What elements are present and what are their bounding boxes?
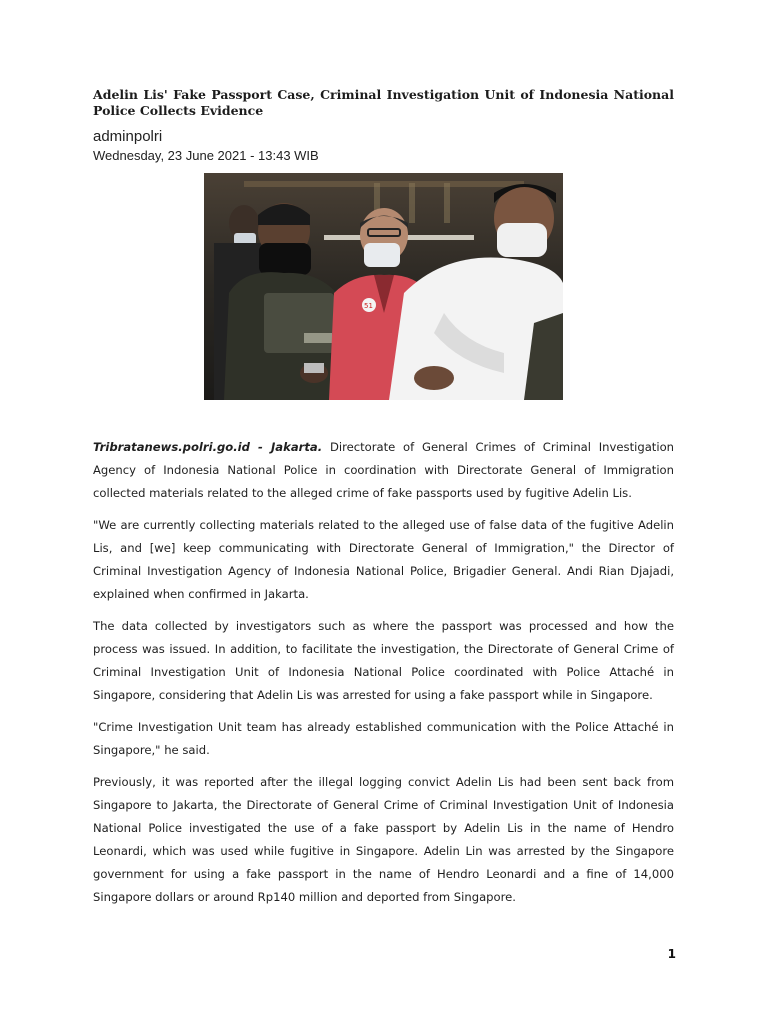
article-author: adminpolri (93, 128, 163, 145)
paragraph (93, 436, 674, 505)
paragraph: "Crime Investigation Unit team has already established communication with the Police Attaché in Singapore," he said. (93, 720, 674, 757)
paragraph: "We are currently collecting materials related to the alleged use of false data of the fugitive Adelin Lis, and [we] keep communicating with Directorate General of Immigration," the Director of Criminal Investigation Agency of Indonesia National Police, Brigadier General. Andi Rian Djajadi, explained when confirmed in Jakarta. (93, 518, 674, 601)
lead-source: Tribratanews.polri.go.id - Jakarta. (93, 440, 323, 454)
paragraph: Previously, it was reported after the illegal logging convict Adelin Lis had been sent back from Singapore to Jakarta, the Directorate of General Crime of Criminal Investigation Unit of Indonesia National Police investigated the use of a fake passport by Adelin Lis in the name of Hendro Leonardi, which was used while fugitive in Singapore. Adelin Lin was arrested by the Singapore government for using a fake passport in the name of Hendro Leonardi and a fine of 14,000 Singapore dollars or around Rp140 million and deported from Singapore. (93, 775, 674, 904)
paragraph-text: Directorate of General Crimes of Criminal Investigation Agency of Indonesia National Police in coordination with Directorate General of Immigration collected materials related to the alleged crime of fake passports used by fugitive Adelin Lis. (93, 440, 675, 500)
news-photo (204, 173, 563, 400)
article-body (93, 436, 674, 918)
page-number: 1 (667, 947, 676, 961)
paragraph: The data collected by investigators such as where the passport was processed and how the process was issued. In addition, to facilitate the investigation, the Directorate of General Crime of Criminal Investigation Unit of Indonesia National Police coordinated with Police Attaché in Singapore, considering that Adelin Lis was arrested for using a fake passport while in Singapore. (93, 619, 674, 702)
article-date: Wednesday, 23 June 2021 - 13:43 WIB (93, 148, 319, 163)
vest-number: 51 (364, 302, 373, 310)
article-title: Adelin Lis' Fake Passport Case, Criminal Investigation Unit of Indonesia National Police Collects Evidence (93, 87, 674, 118)
